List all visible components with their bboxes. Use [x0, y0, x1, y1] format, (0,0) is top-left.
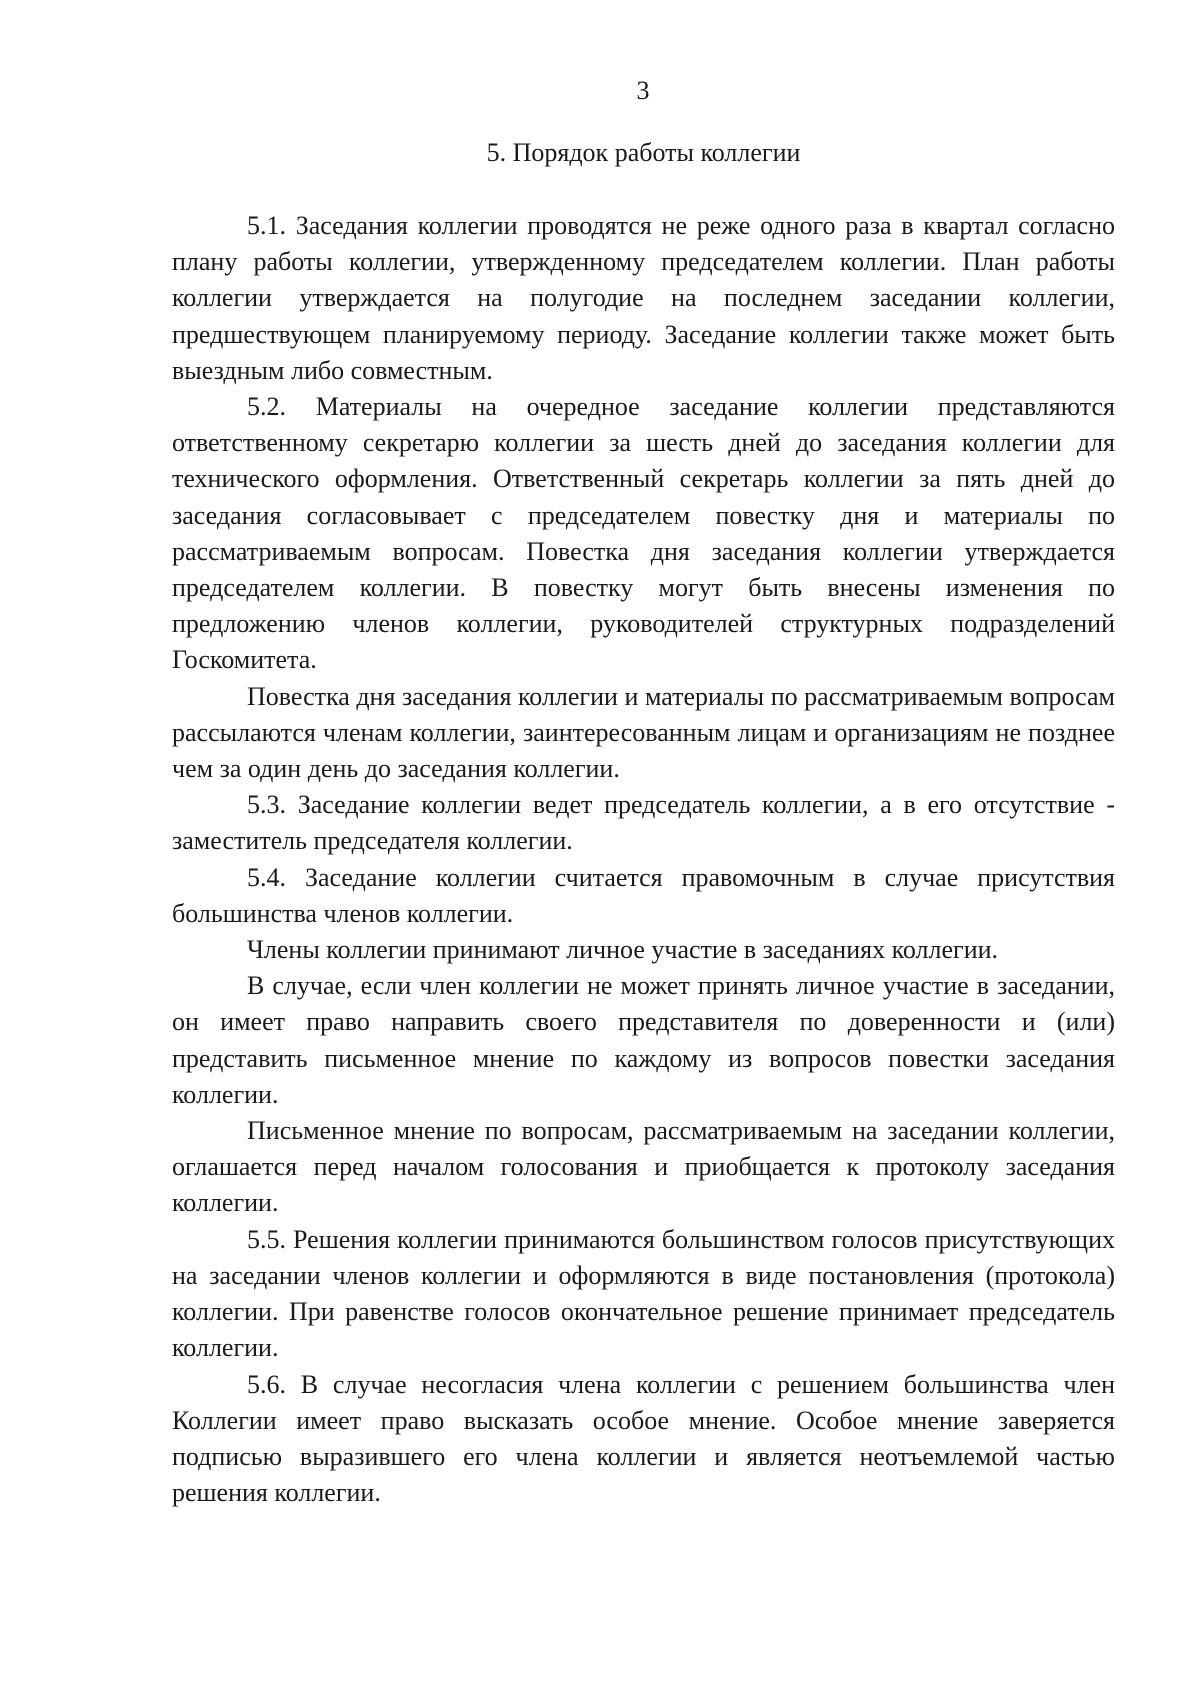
document-body: [172, 208, 1115, 1511]
paragraph-5-6: 5.6. В случае несогласия члена коллегии с решением большинства член Коллегии имеет право высказать особое мнение. Особое мнение заверяется подписью выразившего его члена коллегии и является неотъемлемой частью решения коллегии.: [172, 1369, 1115, 1508]
paragraph-5-4-personal-participation: Члены коллегии принимают личное участие в заседаниях коллегии.: [247, 935, 999, 965]
paragraph-5-4-written-opinion: Письменное мнение по вопросам, рассматриваемым на заседании коллегии, оглашается перед началом голосования и приобщается к протоколу заседания коллегии.: [172, 1116, 1115, 1218]
paragraph-5-5: 5.5. Решения коллегии принимаются большинством голосов присутствующих на заседании членов коллегии и оформляются в виде постановления (протокола) коллегии. При равенстве голосов окончательное решение принимает председатель коллегии.: [172, 1224, 1115, 1363]
paragraph-5-3: 5.3. Заседание коллегии ведет председатель коллегии, а в его отсутствие - заместитель председателя коллегии.: [172, 790, 1115, 856]
page-number: 3: [636, 76, 650, 105]
paragraph-5-2: 5.2. Материалы на очередное заседание коллегии представляются ответственному секретарю коллегии за шесть дней до заседания коллегии для технического оформления. Ответственный секретарь коллегии за пять дней до заседания согласовывает с председателем повестку дня и материалы по рассматриваемым вопросам. Повестка дня заседания коллегии утверждается председателем коллегии. В повестку могут быть внесены изменения по предложению членов коллегии, руководителей структурных подразделений Госкомитета.: [172, 392, 1115, 675]
paragraph-5-1: 5.1. Заседания коллегии проводятся не реже одного раза в квартал согласно плану работы коллегии, утвержденному председателем коллегии. План работы коллегии утверждается на полугодие на последнем заседании коллегии, предшествующем планируемому периоду. Заседание коллегии также может быть выездным либо совместным.: [172, 211, 1115, 385]
paragraph-5-2-agenda-distribution: Повестка дня заседания коллегии и материалы по рассматриваемым вопросам рассылаются членам коллегии, заинтересованным лицам и организациям не позднее чем за один день до заседания коллегии.: [172, 681, 1115, 784]
section-title: 5. Порядок работы коллегии: [486, 138, 801, 167]
paragraph-5-4-representative: В случае, если член коллегии не может принять личное участие в заседании, он имеет право направить своего представителя по доверенности и (или) представить письменное мнение по каждому из вопросов повестки заседания коллегии.: [172, 971, 1115, 1109]
paragraph-5-4: 5.4. Заседание коллегии считается правомочным в случае присутствия большинства членов коллегии.: [172, 862, 1115, 928]
